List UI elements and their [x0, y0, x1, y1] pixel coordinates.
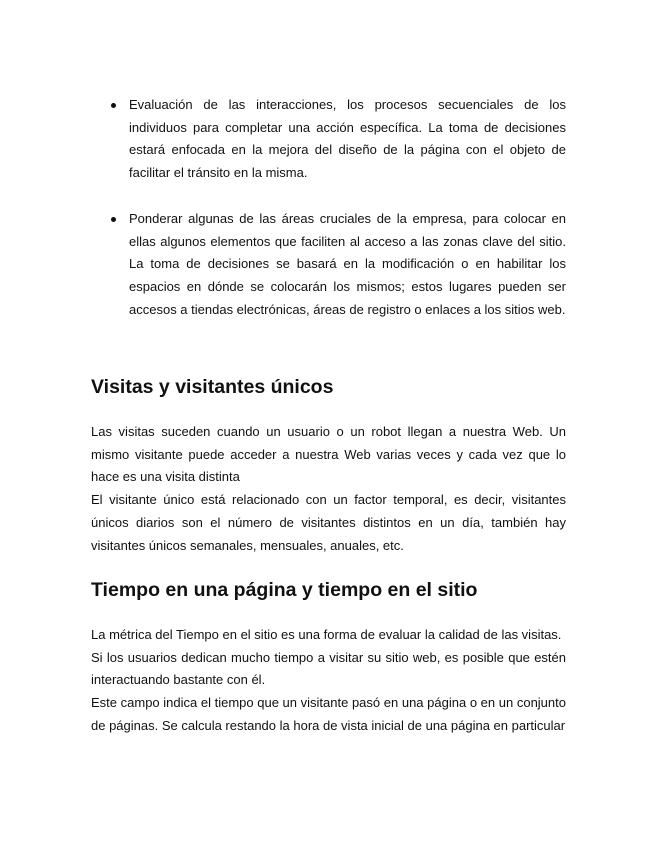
bullet-item: [91, 94, 566, 185]
section-body-visitas: [91, 421, 566, 557]
bullet-icon: [111, 103, 116, 108]
paragraph: El visitante único está relacionado con un factor temporal, es decir, visitantes únicos diarios son el número de visitantes distintos en un día, también hay visitantes únicos semanales, mensuales, anuales, etc.: [91, 492, 566, 553]
bullet-icon: [111, 217, 116, 222]
section-heading-tiempo: Tiempo en una página y tiempo en el sitio: [91, 579, 478, 602]
bullet-text: Ponderar algunas de las áreas cruciales de la empresa, para colocar en ellas algunos elementos que faciliten al acceso a las zonas clave del sitio. La toma de decisiones se basará en la modificación o en habilitar los espacios en dónde se colocarán los mismos; estos lugares pueden ser accesos a tiendas electrónicas, áreas de registro o enlaces a los sitios web.: [129, 210, 566, 317]
section-heading-visitas: Visitas y visitantes únicos: [91, 376, 334, 399]
section-body-tiempo: [91, 624, 566, 738]
paragraph: Si los usuarios dedican mucho tiempo a visitar su sitio web, es posible que estén interactuando bastante con él.: [91, 649, 566, 688]
bullet-item: [91, 208, 566, 322]
bullet-text: Evaluación de las interacciones, los procesos secuenciales de los individuos para completar una acción específica. La toma de decisiones estará enfocada en la mejora del diseño de la página con el objeto de facilitar el tránsito en la misma.: [129, 97, 566, 181]
paragraph: La métrica del Tiempo en el sitio es una forma de evaluar la calidad de las visitas.: [91, 626, 562, 642]
paragraph: Este campo indica el tiempo que un visitante pasó en una página o en un conjunto de páginas. Se calcula restando la hora de vista inicial de una página en particular: [91, 695, 566, 733]
paragraph: Las visitas suceden cuando un usuario o un robot llegan a nuestra Web. Un mismo visitante puede acceder a nuestra Web varias veces y cada vez que lo hace es una visita distinta: [91, 424, 566, 485]
bullet-list: [91, 94, 566, 321]
